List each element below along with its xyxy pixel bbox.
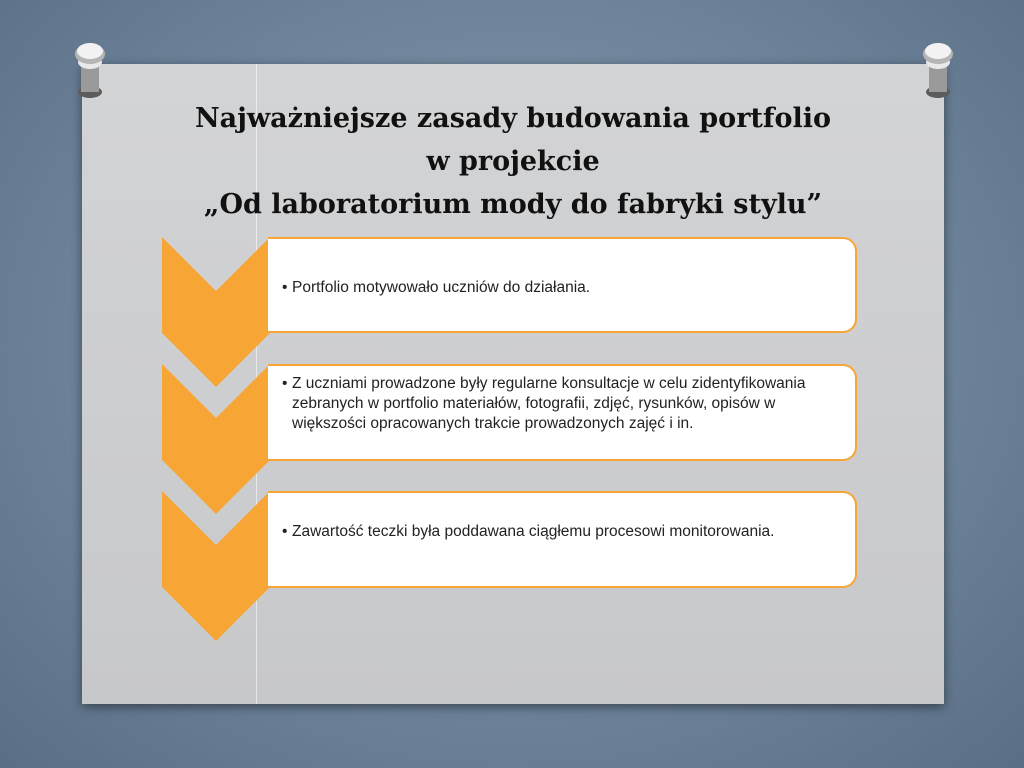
- list-item: [268, 237, 857, 333]
- list-item: [268, 364, 857, 461]
- title-line-1: Najważniejsze zasady budowania portfolio: [194, 103, 832, 134]
- list-item-text: • Zawartość teczki była poddawana ciągłemu procesowi monitorowania.: [282, 522, 835, 542]
- pushpin-icon-right: [920, 40, 956, 100]
- chevron-down-icon: [162, 491, 270, 641]
- slide-title: [82, 97, 944, 226]
- list-item-text: • Z uczniami prowadzone były regularne konsultacje w celu zidentyfikowania zebranych w portfolio materiałów, fotografii, zdjęć, rysunków, opisów w większości opracowanych trakcie prowadzonych zajęć i in.: [282, 374, 835, 434]
- pushpin-icon-left: [72, 40, 108, 100]
- title-line-2: w projekcie: [426, 146, 600, 177]
- title-line-3: „Od laboratorium mody do fabryki stylu”: [203, 189, 823, 220]
- list-item: [268, 491, 857, 588]
- list-item-text: • Portfolio motywowało uczniów do działania.: [282, 278, 835, 298]
